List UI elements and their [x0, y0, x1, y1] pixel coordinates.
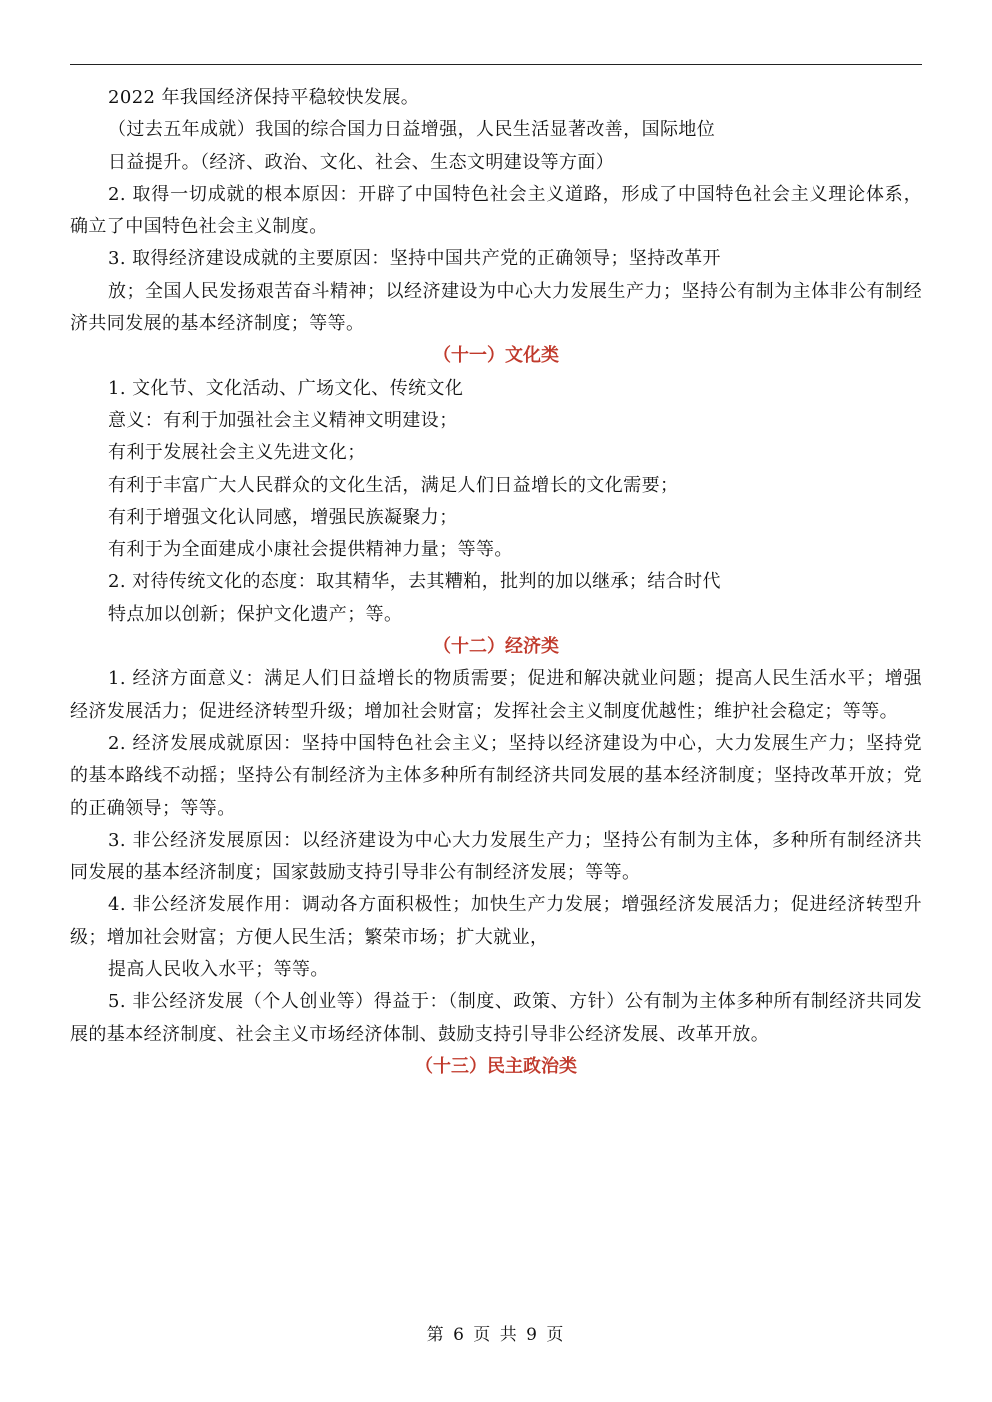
- section-heading-culture: （十一）文化类: [433, 345, 559, 367]
- block-achievements: [70, 82, 922, 340]
- section-heading-politics: （十三）民主政治类: [415, 1055, 577, 1077]
- paragraph: 有利于增强文化认同感，增强民族凝聚力；: [108, 506, 458, 528]
- paragraph: 放；全国人民发扬艰苦奋斗精神；以经济建设为中心大力发展生产力；坚持公有制为主体非公有制经济共同发展的基本经济制度；等等。: [70, 280, 922, 335]
- paragraph: 4. 非公经济发展作用：调动各方面积极性；加快生产力发展；增强经济发展活力；促进经济转型升级；增加社会财富；方便人民生活；繁荣市场；扩大就业，: [70, 894, 922, 948]
- paragraph: 2022 年我国经济保持平稳较快发展。: [108, 87, 420, 108]
- section-heading-economy: （十二）经济类: [433, 636, 559, 658]
- paragraph: 3. 非公经济发展原因：以经济建设为中心大力发展生产力；坚持公有制为主体，多种所有制经济共同发展的基本经济制度；国家鼓励支持引导非公有制经济发展；等等。: [70, 829, 922, 884]
- paragraph: 特点加以创新；保护文化遗产；等。: [108, 603, 403, 625]
- paragraph: 意义：有利于加强社会主义精神文明建设；: [108, 409, 458, 431]
- paragraph: 3. 取得经济建设成就的主要原因：坚持中国共产党的正确领导；坚持改革开: [108, 248, 721, 270]
- paragraph: 5. 非公经济发展（个人创业等）得益于：（制度、政策、方针）公有制为主体多种所有制经济共同发展的基本经济制度、社会主义市场经济体制、鼓励支持引导非公经济发展、改革开放。: [70, 991, 922, 1045]
- page-content: [70, 82, 922, 1083]
- paragraph: 2. 取得一切成就的根本原因：开辟了中国特色社会主义道路，形成了中国特色社会主义理论体系，确立了中国特色社会主义制度。: [70, 183, 922, 238]
- paragraph: 1. 文化节、文化活动、广场文化、传统文化: [108, 377, 464, 399]
- header-rule: [70, 64, 922, 65]
- paragraph: （过去五年成就）我国的综合国力日益增强，人民生活显著改善，国际地位: [108, 119, 716, 141]
- paragraph: 1. 经济方面意义：满足人们日益增长的物质需要；促进和解决就业问题；提高人民生活水平；增强经济发展活力；促进经济转型升级；增加社会财富；发挥社会主义制度优越性；维护社会稳定；等等。: [70, 668, 922, 722]
- paragraph: 有利于发展社会主义先进文化；: [108, 442, 366, 464]
- page-footer: 第 6 页 共 9 页: [426, 1325, 566, 1345]
- paragraph: 2. 对待传统文化的态度：取其精华，去其糟粕，批判的加以继承；结合时代: [108, 571, 721, 593]
- paragraph: 日益提升。（经济、政治、文化、社会、生态文明建设等方面）: [108, 151, 615, 173]
- paragraph: 提高人民收入水平；等等。: [108, 959, 329, 981]
- block-economy: [70, 663, 922, 1051]
- block-culture: [70, 373, 922, 631]
- paragraph: 有利于丰富广大人民群众的文化生活，满足人们日益增长的文化需要；: [108, 474, 679, 496]
- paragraph: 2. 经济发展成就原因：坚持中国特色社会主义；坚持以经济建设为中心，大力发展生产力；坚持党的基本路线不动摇；坚持公有制经济为主体多种所有制经济共同发展的基本经济制度；坚持改革开放；党的正确领导；等等。: [70, 732, 922, 819]
- paragraph: 有利于为全面建成小康社会提供精神力量；等等。: [108, 539, 513, 561]
